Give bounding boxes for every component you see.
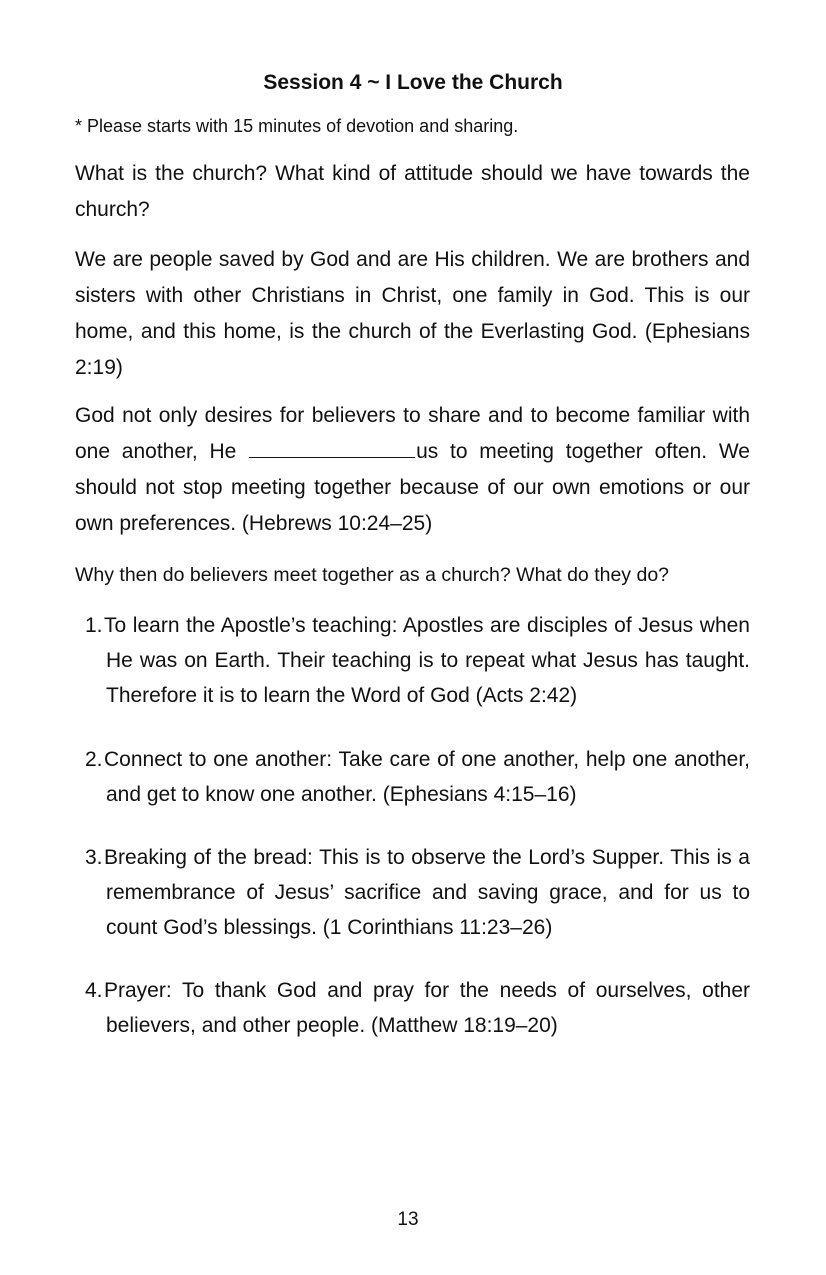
paragraph-text-before-blank: God not only desires for believers to share and to become familiar with one another, He — [75, 404, 750, 463]
list-item — [85, 973, 750, 1043]
question-what-is-church: What is the church? What kind of attitude should we have towards the church? — [75, 162, 750, 221]
session-title: Session 4 ~ I Love the Church — [263, 71, 563, 94]
list-item-number: 3. — [85, 846, 103, 869]
paragraph-gods-family: We are people saved by God and are His children. We are brothers and sisters with other Christians in Christ, one family in God. This is our home, and this home, is the church of the Everlasting God. (Ephesians 2:19) — [75, 248, 750, 379]
instruction-note: * Please starts with 15 minutes of devotion and sharing. — [75, 116, 519, 136]
list-item-text: Breaking of the bread: This is to observe the Lord’s Supper. This is a remembrance of Jesus’ sacrifice and saving grace, and for us to count God’s blessings. (1 Corinthians 11:23–26) — [104, 846, 750, 939]
list-item-text: Connect to one another: Take care of one another, help one another, and get to know one another. (Ephesians 4:15–16) — [104, 748, 750, 806]
list-item-number: 2. — [85, 748, 103, 771]
list-item-text: To learn the Apostle’s teaching: Apostles are disciples of Jesus when He was on Earth. Their teaching is to repeat what Jesus has taught. Therefore it is to learn the Word of God (Acts 2:42) — [104, 614, 750, 707]
list-item — [85, 608, 750, 713]
page-number: 13 — [397, 1209, 419, 1230]
list-item-text: Prayer: To thank God and pray for the needs of ourselves, other believers, and other people. (Matthew 18:19–20) — [104, 979, 750, 1037]
fill-in-blank — [249, 437, 415, 458]
paragraph-text-after-blank: us to meeting together often. We should not stop meeting together because of our own emotions or our own preferences. (Hebrews 10:24–25) — [75, 440, 750, 535]
paragraph-meeting-together — [75, 398, 750, 542]
list-item — [85, 742, 750, 812]
list-item-number: 1. — [85, 614, 103, 637]
question-why-meet: Why then do believers meet together as a church? What do they do? — [75, 564, 670, 586]
list-item — [85, 840, 750, 945]
list-item-number: 4. — [85, 979, 103, 1002]
